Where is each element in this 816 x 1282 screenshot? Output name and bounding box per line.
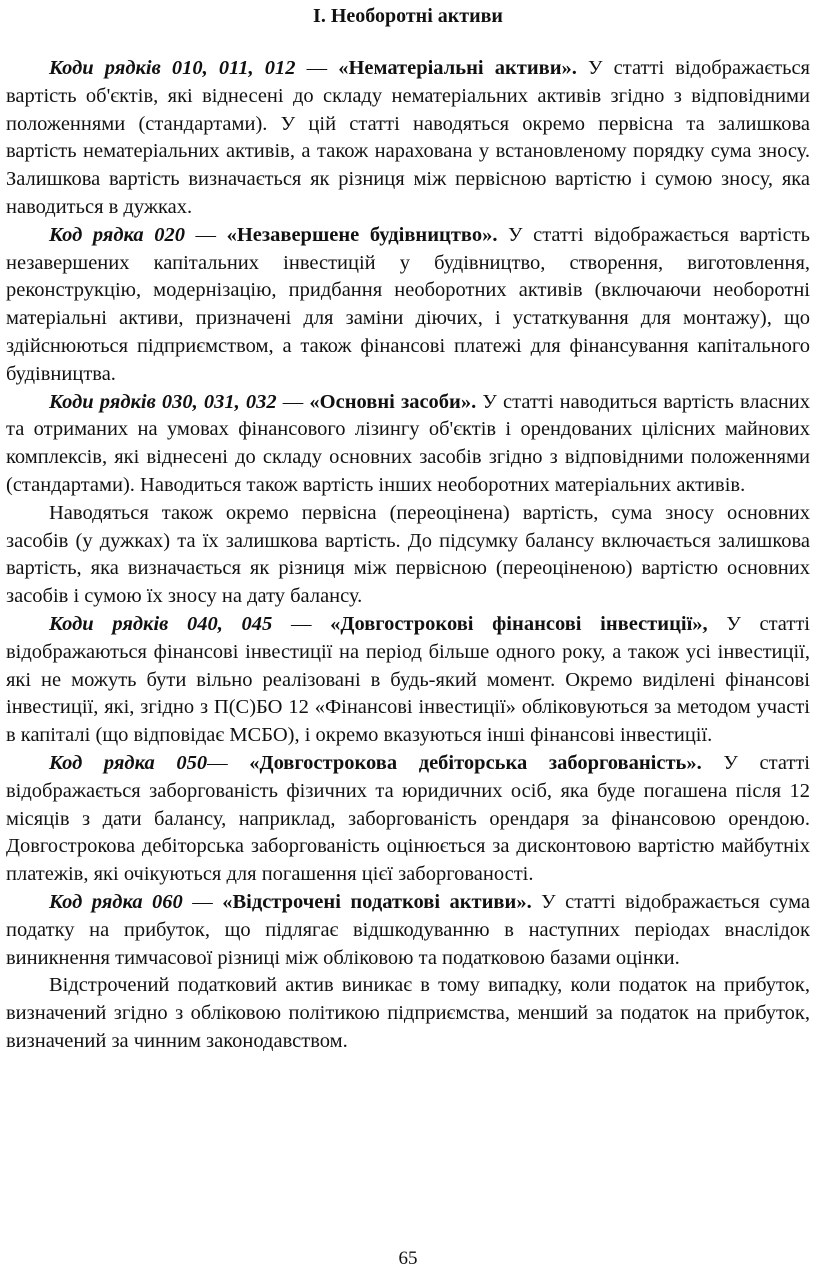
paragraph-text: У статті відображаються фінансові інвестиції на період більше одного року, а також усі інвестиції, які не можуть бути вільно реалізовані в будь-який момент. Окремо виділені фінансові інвестиції, які, згідно з П(С)БО 12 «Фінансові інвестиції» обліковуються за методом участі в капіталі (що відповідає МСБО), і окремо вказуються інші фінансові інвестиції. (6, 612, 810, 747)
line-codes: Коди рядків 010, 011, 012 (49, 57, 296, 79)
dash: — (272, 612, 331, 635)
paragraph-text: У статті відображається заборгованість фізичних та юридичних осіб, яка буде погашена після 12 місяців з дати балансу, наприклад, заборгованість орендаря за фінансовою орендою. Довгострокова дебіторська заборгованість оцінюється за дисконтовою вартістю майбутніх платежів, які очікуються для погашення цієї заборгованості. (6, 751, 810, 886)
page-number: 65 (398, 1248, 418, 1269)
paragraph-construction-in-progress (6, 222, 810, 389)
paragraph-intangible-assets (6, 55, 810, 222)
paragraph-text: Відстрочений податковий актив виникає в тому випадку, коли податок на прибуток, визначений згідно з обліковою політикою підприємства, менший за податок на прибуток, визначений за чинним законодавством. (6, 974, 810, 1052)
dash: — (295, 57, 339, 79)
item-name: «Довгострокові фінансові інвестиції», (330, 612, 708, 635)
paragraph-long-term-investments (6, 611, 810, 750)
section-title: I. Необоротні активи (313, 5, 503, 27)
line-codes: Код рядка 060 (49, 890, 183, 913)
paragraph-text: У статті відображається вартість незавершених капітальних інвестицій у будівництво, створення, виготовлення, реконструкцію, модернізацію, придбання необоротних активів (включаючи необоротні матеріальні активи, призначені для заміни діючих, і устаткування для монтажу), що здійснюються підприємством, а також фінансові платежі для фінансування капітального будівництва. (6, 223, 810, 385)
paragraph-long-term-receivables (6, 750, 810, 889)
line-codes: Коди рядків 040, 045 (49, 612, 273, 635)
dash: — (276, 390, 310, 413)
paragraph-text: У статті наводиться вартість власних та отриманих на умовах фінансового лізингу об'єктів і орендованих цілісних майнових комплексів, які віднесені до складу основних засобів згідно з відповідними положеннями (стандартами). Наводиться також вартість інших необоротних матеріальних активів. (6, 390, 810, 496)
item-name: «Нематеріальні активи». (338, 57, 577, 79)
paragraph-fixed-assets-valuation (6, 500, 810, 611)
item-name: «Незавершене будівництво». (226, 223, 498, 246)
item-name: «Довгострокова дебіторська заборгованість». (249, 751, 702, 774)
paragraph-text: У статті відображається вартість об'єктів, які віднесені до складу нематеріальних активів згідно з відповідними положеннями (стандартами). У цій статті наводяться окремо первісна та залишкова вартість нематеріальних активів, а також нарахована у встановленому порядку сума зносу. Залишкова вартість визначається як різниця між первісною вартістю і сумою зносу, яка наводиться в дужках. (6, 57, 810, 218)
dash: — (207, 751, 250, 774)
paragraph-deferred-tax-explanation (6, 972, 810, 1055)
dash: — (184, 223, 227, 246)
line-codes: Код рядка 020 (49, 223, 185, 246)
paragraph-text: У статті відображається сума податку на прибуток, що підлягає відшкодуванню в наступних періодах внаслідок виникнення тимчасової різниці між обліковою та податковою базами оцінки. (6, 890, 811, 969)
dash: — (182, 890, 223, 913)
line-codes: Код рядка 050 (49, 751, 208, 774)
paragraph-deferred-tax-assets (6, 889, 810, 972)
line-codes: Коди рядків 030, 031, 032 (49, 390, 277, 413)
paragraph-text: Наводяться також окремо первісна (переоцінена) вартість, сума зносу основних засобів (у дужках) та їх залишкова вартість. До підсумку балансу включається залишкова вартість, яка визначається як різниця між первісною (переоціненою) вартістю основних засобів і сумою їх зносу на дату балансу. (6, 501, 810, 608)
item-name: «Відстрочені податкові активи». (222, 890, 532, 913)
item-name: «Основні засоби». (309, 390, 477, 413)
paragraph-fixed-assets (6, 389, 810, 500)
